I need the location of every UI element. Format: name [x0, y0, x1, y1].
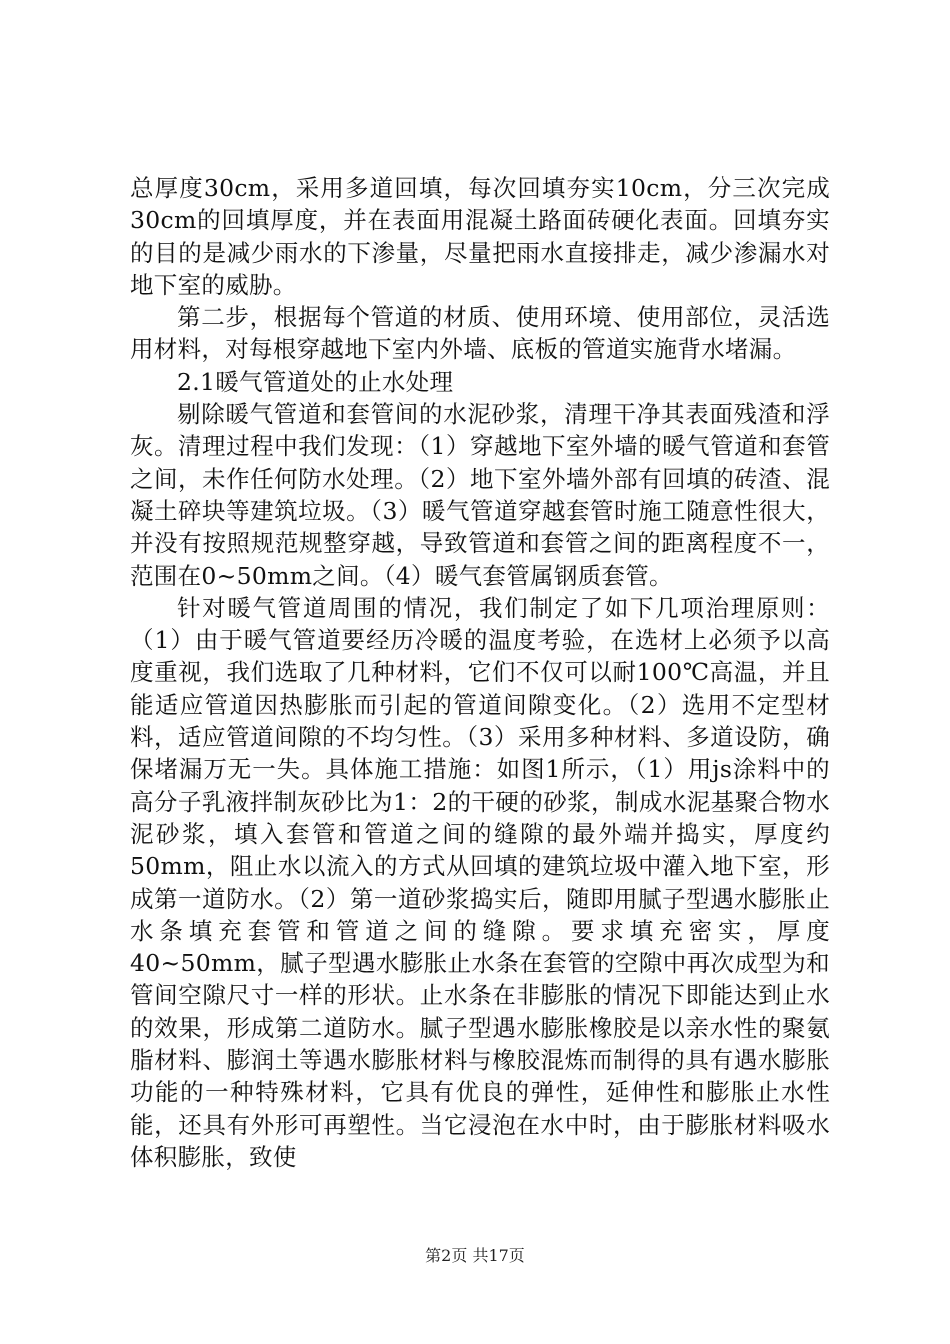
body-paragraph-3: 剔除暖气管道和套管间的水泥砂浆，清理干净其表面残渣和浮灰。清理过程中我们发现：（1）穿越地下室外墙的暖气管道和套管之间，未作任何防水处理。（2）地下室外墙外部有回填的砖渣、混凝土碎块等建筑垃圾。（3）暖气管道穿越套管时施工随意性很大，并没有按照规范规整穿越，导致管道和套管之间的距离程度不一，范围在0~50mm之间。（4）暖气套管属钢质套管。 [130, 400, 830, 590]
body-paragraph-2: 第二步，根据每个管道的材质、使用环境、使用部位，灵活选用材料，对每根穿越地下室内外墙、底板的管道实施背水堵漏。 [130, 303, 830, 364]
section-heading: 2.1暖气管道处的止水处理 [177, 367, 454, 396]
body-paragraph-4: 针对暖气管道周围的情况，我们制定了如下几项治理原则：（1）由于暖气管道要经历冷暖的温度考验，在选材上必须予以高度重视，我们选取了几种材料，它们不仅可以耐100℃高温，并且能适应管道因热膨胀而引起的管道间隙变化。（2）选用不定型材料，适应管道间隙的不均匀性。（3）采用多种材料、多道设防，确保堵漏万无一失。具体施工措施：如图1所示，（1）用js涂料中的高分子乳液拌制灰砂比为1：2的干硬的砂浆，制成水泥基聚合物水泥砂浆，填入套管和管道之间的缝隙的最外端并捣实，厚度约50mm，阻止水以流入的方式从回填的建筑垃圾中灌入地下室，形成第一道防水。（2）第一道砂浆捣实后，随即用腻子型遇水膨胀止水条填充套管和管道之间的缝隙。要求填充密实，厚度40~50mm，腻子型遇水膨胀止水条在套管的空隙中再次成型为和管间空隙尺寸一样的形状。止水条在非膨胀的情况下即能达到止水的效果，形成第二道防水。腻子型遇水膨胀橡胶是以亲水性的聚氨脂材料、膨润土等遇水膨胀材料与橡胶混炼而制得的具有遇水膨胀功能的一种特殊材料，它具有优良的弹性，延伸性和膨胀止水性能，还具有外形可再塑性。当它浸泡在水中时，由于膨胀材料吸水体积膨胀，致使 [130, 593, 830, 1171]
document-body [130, 172, 830, 1173]
body-paragraph-1: 总厚度30cm，采用多道回填，每次回填夯实10cm，分三次完成30cm的回填厚度，并在表面用混凝土路面砖硬化表面。回填夯实的目的是减少雨水的下渗量，尽量把雨水直接排走，减少渗漏水对地下室的威胁。 [130, 174, 830, 299]
page-number-footer: 第2页 共17页 [425, 1246, 525, 1265]
